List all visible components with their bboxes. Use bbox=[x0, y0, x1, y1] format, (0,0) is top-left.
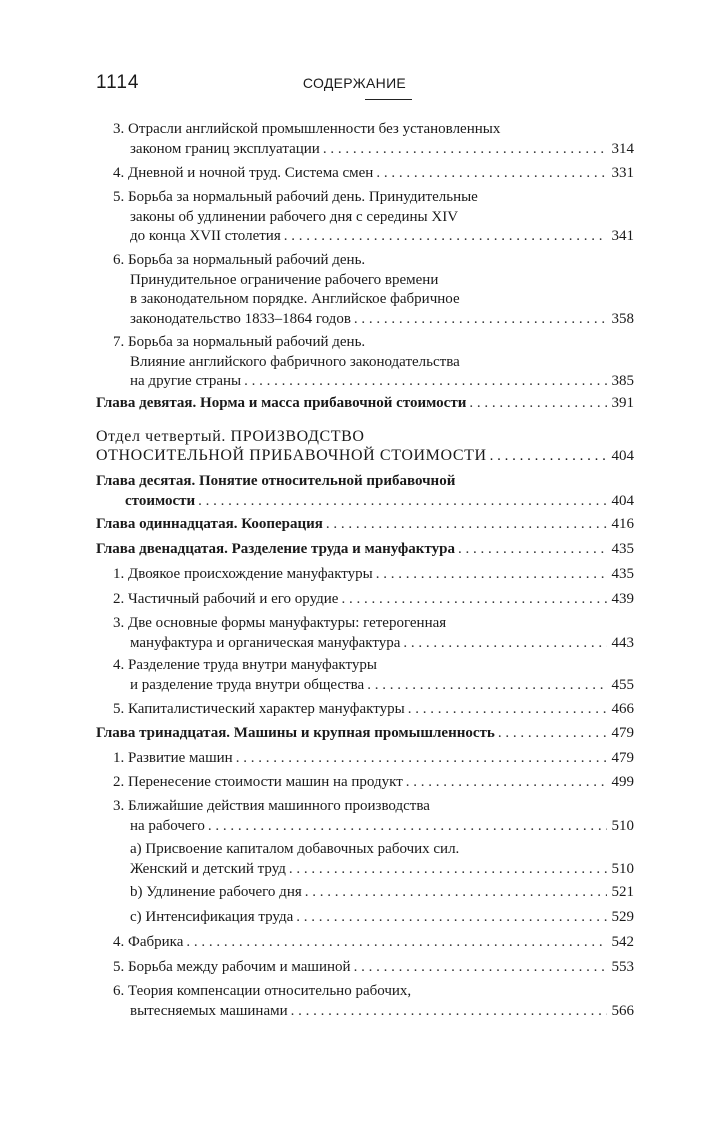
toc-page-number: 510 bbox=[611, 817, 634, 834]
leader-dots bbox=[376, 565, 607, 585]
leader-dots bbox=[284, 227, 607, 247]
toc-entry[interactable] bbox=[113, 773, 634, 793]
toc-entry-line: 4. Разделение труда внутри мануфактуры bbox=[113, 657, 377, 673]
leader-dots bbox=[326, 515, 607, 535]
toc-page-number: 435 bbox=[611, 566, 634, 582]
toc-entry-line: в законодательном порядке. Английское фабричное bbox=[130, 291, 460, 307]
toc-page-number: 358 bbox=[611, 310, 634, 327]
toc-entry-line: 6. Теория компенсации относительно рабочих, bbox=[113, 983, 412, 999]
toc-entry-line: Глава одиннадцатая. Кооперация bbox=[96, 516, 323, 532]
toc-entry-line: 5. Капиталистический характер мануфактуры bbox=[113, 701, 405, 717]
leader-dots bbox=[186, 933, 606, 953]
toc-entry[interactable] bbox=[113, 120, 634, 159]
leader-dots bbox=[289, 860, 607, 880]
leader-dots bbox=[244, 372, 606, 392]
toc-entry[interactable] bbox=[113, 933, 634, 953]
toc-page-number: 404 bbox=[611, 448, 634, 464]
toc-page-number: 435 bbox=[611, 541, 634, 557]
toc-entry-line: Влияние английского фабричного законодательства bbox=[130, 353, 460, 370]
toc-entry-line: Глава двенадцатая. Разделение труда и мануфактура bbox=[96, 541, 455, 557]
leader-dots bbox=[291, 1002, 607, 1022]
toc-entry[interactable] bbox=[113, 656, 634, 695]
toc-entry-line: законодательство 1833–1864 годов bbox=[130, 310, 351, 327]
toc-entry-line: c) Интенсификация труда bbox=[130, 909, 294, 925]
toc-entry[interactable] bbox=[113, 958, 634, 978]
toc-entry-line: законом границ эксплуатации bbox=[130, 140, 320, 157]
leader-dots bbox=[469, 394, 606, 414]
leader-dots bbox=[305, 883, 607, 903]
toc-chapter-entry[interactable] bbox=[96, 515, 634, 535]
leader-dots bbox=[296, 908, 606, 928]
toc-page-number: 391 bbox=[611, 395, 634, 411]
toc-entry[interactable] bbox=[130, 883, 634, 903]
toc-entry-line: Женский и детский труд bbox=[130, 860, 286, 877]
toc-page-number: 404 bbox=[611, 492, 634, 509]
leader-dots bbox=[323, 140, 607, 160]
toc-page-number: 455 bbox=[611, 676, 634, 693]
toc-entry-line: 6. Борьба за нормальный рабочий день. bbox=[113, 252, 366, 268]
leader-dots bbox=[406, 773, 607, 793]
toc-page-number: 510 bbox=[611, 860, 634, 877]
leader-dots bbox=[458, 540, 607, 560]
toc-chapter-entry[interactable] bbox=[96, 394, 634, 414]
toc-entry-line: на рабочего bbox=[130, 817, 205, 834]
leader-dots bbox=[376, 164, 606, 184]
toc-page-number: 466 bbox=[611, 701, 634, 717]
toc-page-number: 416 bbox=[611, 516, 634, 532]
toc-entry[interactable] bbox=[130, 840, 634, 879]
toc-entry-line: 1. Двоякое происхождение мануфактуры bbox=[113, 566, 373, 582]
toc-entry-line: ОТНОСИТЕЛЬНОЙ ПРИБАВОЧНОЙ СТОИМОСТИ bbox=[96, 447, 487, 464]
toc-entry[interactable] bbox=[113, 188, 634, 247]
toc-page-number: 479 bbox=[611, 725, 634, 741]
toc-entry-line: 3. Ближайшие действия машинного производства bbox=[113, 798, 430, 814]
toc-page-number: 341 bbox=[611, 228, 634, 244]
toc-chapter-entry[interactable] bbox=[96, 472, 634, 511]
leader-dots bbox=[354, 958, 607, 978]
toc-entry-line: 2. Частичный рабочий и его орудие bbox=[113, 591, 339, 607]
leader-dots bbox=[408, 700, 607, 720]
leader-dots bbox=[498, 724, 607, 744]
toc-page-number: 566 bbox=[611, 1002, 634, 1019]
leader-dots bbox=[367, 676, 606, 696]
toc-page-number: 521 bbox=[611, 884, 634, 900]
toc-entry-line: Глава тринадцатая. Машины и крупная промышленность bbox=[96, 725, 495, 741]
toc-entry-line: 4. Фабрика bbox=[113, 934, 184, 950]
toc-entry-line: стоимости bbox=[125, 492, 196, 509]
toc-entry[interactable] bbox=[113, 333, 634, 392]
toc-page-number: 439 bbox=[611, 591, 634, 607]
toc-chapter-entry[interactable] bbox=[96, 540, 634, 560]
toc-page-number: 479 bbox=[611, 750, 634, 766]
leader-dots bbox=[490, 447, 607, 466]
toc-entry-line: Отдел четвертый. ПРОИЗВОДСТВО bbox=[96, 428, 365, 445]
toc-entry-line: a) Присвоение капиталом добавочных рабочих сил. bbox=[130, 841, 460, 857]
toc-entry-line: Глава десятая. Понятие относительной прибавочной bbox=[96, 473, 456, 489]
page-number: 1114 bbox=[96, 72, 140, 93]
toc-chapter-entry[interactable] bbox=[96, 724, 634, 744]
toc-page-number: 529 bbox=[611, 909, 634, 925]
toc-entry-line: на другие страны bbox=[130, 373, 242, 389]
toc-entry-line: 4. Дневной и ночной труд. Система смен bbox=[113, 165, 374, 181]
toc-entry-line: Глава девятая. Норма и масса прибавочной стоимости bbox=[96, 395, 467, 411]
toc-entry-line: 7. Борьба за нормальный рабочий день. bbox=[113, 334, 366, 350]
toc-entry[interactable] bbox=[113, 982, 634, 1021]
leader-dots bbox=[341, 590, 606, 610]
toc-entry[interactable] bbox=[113, 565, 634, 585]
toc-entry[interactable] bbox=[113, 749, 634, 769]
toc-page-number: 443 bbox=[611, 634, 634, 651]
toc-page-number: 314 bbox=[611, 140, 634, 157]
toc-entry-line: законы об удлинении рабочего дня с середины XIV bbox=[130, 208, 459, 225]
leader-dots bbox=[198, 492, 606, 512]
leader-dots bbox=[208, 817, 607, 837]
toc-entry[interactable] bbox=[113, 797, 634, 836]
toc-page-number: 553 bbox=[611, 959, 634, 975]
leader-dots bbox=[236, 749, 607, 769]
running-head: СОДЕРЖАНИЕ bbox=[302, 75, 407, 91]
toc-entry[interactable] bbox=[113, 614, 634, 653]
toc-entry-line: 5. Борьба между рабочим и машиной bbox=[113, 959, 351, 975]
toc-entry-line: b) Удлинение рабочего дня bbox=[130, 884, 302, 900]
toc-page-number: 499 bbox=[611, 774, 634, 790]
toc-entry-line: Принудительное ограничение рабочего времени bbox=[130, 271, 439, 288]
toc-entry-line: и разделение труда внутри общества bbox=[130, 676, 365, 693]
toc-entry-line: 3. Две основные формы мануфактуры: гетерогенная bbox=[113, 615, 447, 631]
toc-entry[interactable] bbox=[130, 908, 634, 928]
leader-dots bbox=[354, 310, 607, 330]
toc-entry[interactable] bbox=[113, 700, 634, 720]
toc-entry[interactable] bbox=[113, 251, 634, 329]
toc-page-number: 385 bbox=[611, 373, 634, 389]
toc-entry-line: 5. Борьба за нормальный рабочий день. Принудительные bbox=[113, 189, 478, 205]
toc-entry-line: вытесняемых машинами bbox=[130, 1002, 288, 1019]
toc-entry-line: мануфактура и органическая мануфактура bbox=[130, 634, 401, 651]
toc-entry-line: до конца XVII столетия bbox=[130, 228, 281, 244]
toc-entry[interactable] bbox=[113, 164, 634, 184]
toc-entry-line: 2. Перенесение стоимости машин на продукт bbox=[113, 774, 403, 790]
toc-entry-line: 3. Отрасли английской промышленности без установленных bbox=[113, 121, 501, 137]
toc-entry-line: 1. Развитие машин bbox=[113, 750, 233, 766]
toc-entry[interactable] bbox=[113, 590, 634, 610]
toc-page-number: 331 bbox=[611, 165, 634, 181]
toc-page-number: 542 bbox=[611, 934, 634, 950]
toc-section-entry[interactable] bbox=[96, 427, 634, 466]
leader-dots bbox=[403, 634, 606, 654]
